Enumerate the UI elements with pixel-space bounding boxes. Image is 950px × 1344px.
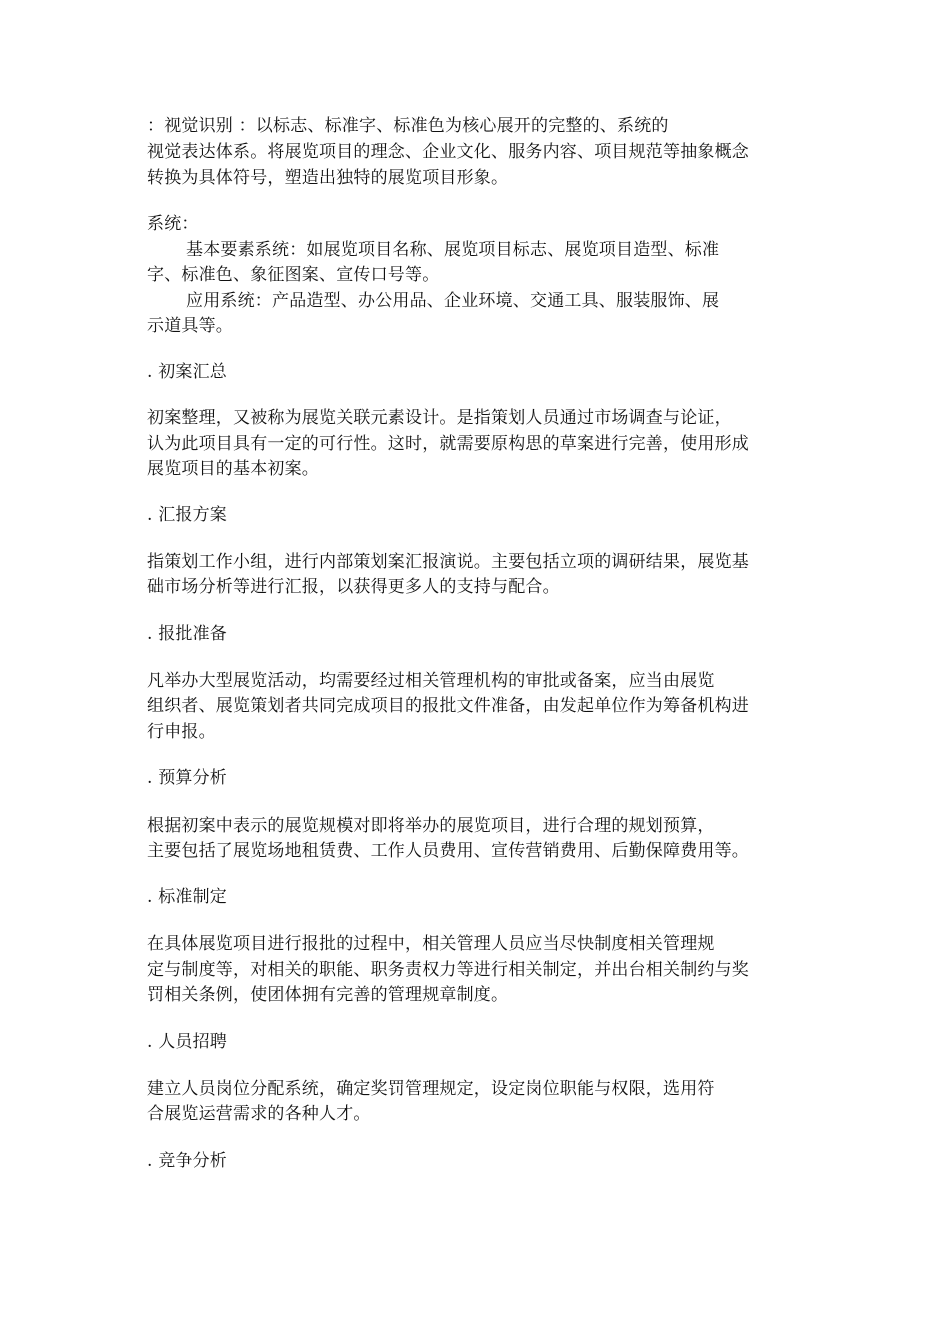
- text-line: 行申报。: [147, 722, 216, 742]
- section-heading: . 标准制定: [147, 887, 228, 907]
- text-line: 转换为具体符号，塑造出独特的展览项目形象。: [147, 168, 509, 188]
- text-line: 定与制度等，对相关的职能、职务责权力等进行相关制定，并出台相关制约与奖: [147, 960, 749, 980]
- text-line: 组织者、展览策划者共同完成项目的报批文件准备，由发起单位作为筹备机构进: [147, 696, 749, 716]
- text-line: 指策划工作小组，进行内部策划案汇报演说。主要包括立项的调研结果，展览基: [147, 552, 749, 572]
- section-heading: . 预算分析: [147, 768, 228, 788]
- text-line: 合展览运营需求的各种人才。: [147, 1104, 371, 1124]
- text-line: ：视觉识别 ：以标志、标准字、标准色为核心展开的完整的、系统的: [147, 116, 669, 136]
- text-line: 础市场分析等进行汇报，以获得更多人的支持与配合。: [147, 577, 560, 597]
- text-line: 认为此项目具有一定的可行性。这时，就需要原构思的草案进行完善，使用形成: [147, 434, 749, 454]
- text-line: 主要包括了展览场地租赁费、工作人员费用、宣传营销费用、后勤保障费用等。: [147, 841, 749, 861]
- text-line: 应用系统：产品造型、办公用品、企业环境、交通工具、服装服饰、展: [186, 291, 720, 311]
- text-line: 根据初案中表示的展览规模对即将举办的展览项目，进行合理的规划预算，: [147, 816, 715, 836]
- text-line: 初案整理，又被称为展览关联元素设计。是指策划人员通过市场调查与论证，: [147, 408, 732, 428]
- text-line: 罚相关条例，使团体拥有完善的管理规章制度。: [147, 985, 509, 1005]
- text-line: 示道具等。: [147, 316, 233, 336]
- section-heading: . 竞争分析: [147, 1151, 228, 1171]
- section-heading: . 人员招聘: [147, 1032, 228, 1052]
- section-heading: . 汇报方案: [147, 505, 228, 525]
- text-line: 基本要素系统：如展览项目名称、展览项目标志、展览项目造型、标准: [186, 240, 720, 260]
- text-line: 视觉表达体系。将展览项目的理念、企业文化、服务内容、项目规范等抽象概念: [147, 142, 749, 162]
- text-line: 在具体展览项目进行报批的过程中，相关管理人员应当尽快制度相关管理规: [147, 934, 715, 954]
- section-heading: . 报批准备: [147, 624, 228, 644]
- text-line: 建立人员岗位分配系统，确定奖罚管理规定，设定岗位职能与权限，选用符: [147, 1079, 715, 1099]
- section-heading: . 初案汇总: [147, 362, 228, 382]
- text-line: 字、标准色、象征图案、宣传口号等。: [147, 265, 440, 285]
- text-line: 凡举办大型展览活动，均需要经过相关管理机构的审批或备案，应当由展览: [147, 671, 715, 691]
- text-line: 系统：: [147, 214, 199, 234]
- text-line: 展览项目的基本初案。: [147, 459, 319, 479]
